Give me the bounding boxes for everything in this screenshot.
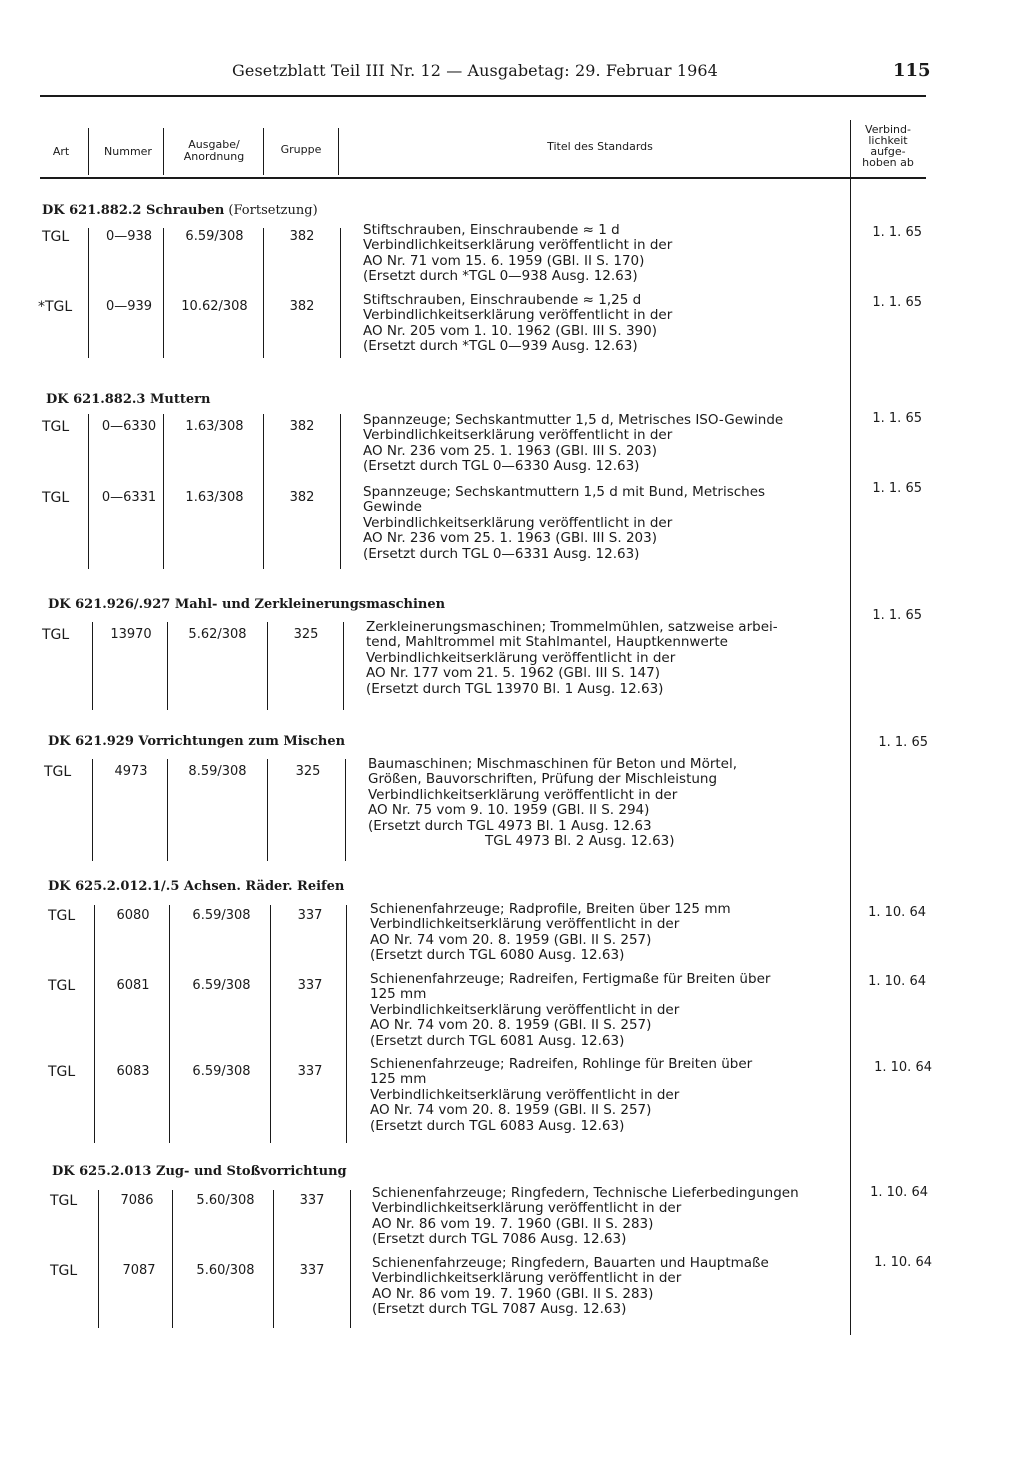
entry-title-line: (Ersetzt durch *TGL 0—939 Ausg. 12.63) xyxy=(363,338,638,355)
entry-date: 1. 10. 64 xyxy=(870,1185,928,1200)
entry-art: TGL xyxy=(42,627,70,643)
entry-title-line: (Ersetzt durch TGL 7087 Ausg. 12.63) xyxy=(372,1301,627,1318)
row-divider xyxy=(88,228,89,358)
entry-title-line: AO Nr. 74 vom 20. 8. 1959 (GBl. II S. 257) xyxy=(370,1102,652,1119)
row-divider xyxy=(88,414,89,569)
entry-date: 1. 10. 64 xyxy=(874,1060,932,1075)
entry-title xyxy=(363,485,765,562)
entry-art: TGL xyxy=(42,229,70,245)
entry-nummer: 0—6330 xyxy=(101,419,157,434)
column-header-ausgabe-line2: Anordnung xyxy=(183,150,245,163)
entry-title-line: AO Nr. 74 vom 20. 8. 1959 (GBl. II S. 257) xyxy=(370,1017,652,1034)
entry-title-line: Schienenfahrzeuge; Radreifen, Fertigmaße für Breiten über xyxy=(370,971,771,987)
column-header-ausgabe-line1: Ausgabe/ xyxy=(188,138,240,151)
row-divider xyxy=(340,414,341,569)
entry-title-line: Verbindlichkeitserklärung veröffentlicht in der xyxy=(370,1086,680,1103)
entry-title-line: (Ersetzt durch TGL 0—6331 Ausg. 12.63) xyxy=(363,545,640,562)
column-header-verb-line3: aufge- xyxy=(870,145,906,158)
entry-title-line: Verbindlichkeitserklärung veröffentlicht in der xyxy=(363,237,673,254)
entry-title-line: Stiftschrauben, Einschraubende ≈ 1,25 d xyxy=(363,292,642,308)
entry-title-line: AO Nr. 74 vom 20. 8. 1959 (GBl. II S. 257) xyxy=(370,931,652,948)
section-title xyxy=(48,734,345,749)
column-header-titel: Titel des Standards xyxy=(547,140,653,153)
entry-gruppe: 325 xyxy=(295,764,321,779)
row-divider xyxy=(273,1190,274,1328)
column-header-art: Art xyxy=(52,145,70,158)
entry-ausgabe: 6.59/308 xyxy=(192,908,251,923)
section-title-main: DK 625.2.013 Zug- und Stoßvorrichtung xyxy=(52,1164,347,1179)
entry-title xyxy=(366,620,778,697)
entry-ausgabe: 10.62/308 xyxy=(181,299,248,314)
entry-date: 1. 10. 64 xyxy=(874,1255,932,1270)
entry-title-line: Schienenfahrzeuge; Radprofile, Breiten über 125 mm xyxy=(370,901,731,917)
entry-title xyxy=(370,972,770,1049)
entry-ausgabe: 1.63/308 xyxy=(185,490,244,505)
row-divider xyxy=(263,414,264,569)
entry-title-line: AO Nr. 86 vom 19. 7. 1960 (GBl. II S. 283) xyxy=(372,1215,654,1232)
entry-title-line: AO Nr. 236 vom 25. 1. 1963 (GBl. III S. 203) xyxy=(363,442,657,459)
row-divider xyxy=(343,622,344,710)
entry-title-line: (Ersetzt durch TGL 0—6330 Ausg. 12.63) xyxy=(363,458,640,475)
entry-title-line: Größen, Bauvorschriften, Prüfung der Mischleistung xyxy=(368,771,718,788)
entry-gruppe: 382 xyxy=(289,419,315,434)
entry-date: 1. 1. 65 xyxy=(872,295,922,310)
entry-title-line: Schienenfahrzeuge; Ringfedern, Technische Lieferbedingungen xyxy=(372,1185,799,1201)
column-header-verb-line1: Verbind- xyxy=(865,123,911,136)
row-divider xyxy=(267,622,268,710)
row-divider xyxy=(92,622,93,710)
entry-art: *TGL xyxy=(38,299,73,315)
entry-title xyxy=(372,1256,769,1318)
entry-nummer: 4973 xyxy=(114,764,148,779)
section-title xyxy=(42,203,318,218)
entry-art: TGL xyxy=(42,490,70,506)
section-title-main: DK 621.882.3 Muttern xyxy=(46,392,211,407)
entry-title-line: TGL 4973 Bl. 2 Ausg. 12.63) xyxy=(485,833,675,850)
section-title xyxy=(52,1164,347,1179)
entry-title-line: Spannzeuge; Sechskantmutter 1,5 d, Metrisches ISO-Gewinde xyxy=(363,412,784,428)
row-divider xyxy=(263,228,264,358)
entry-title xyxy=(363,413,783,475)
entry-title-line: Verbindlichkeitserklärung veröffentlicht in der xyxy=(363,427,673,444)
entry-gruppe: 382 xyxy=(289,299,315,314)
entry-art: TGL xyxy=(50,1263,78,1279)
section-title-main: DK 621.882.2 Schrauben xyxy=(42,203,225,218)
entry-title xyxy=(363,293,672,355)
entry-title xyxy=(363,223,672,285)
entry-title-line: Stiftschrauben, Einschraubende ≈ 1 d xyxy=(363,222,620,238)
entry-art: TGL xyxy=(48,1064,76,1080)
entry-gruppe: 382 xyxy=(289,490,315,505)
row-divider xyxy=(98,1190,99,1328)
page-header-title: Gesetzblatt Teil III Nr. 12 — Ausgabetag: 29. Februar 1964 xyxy=(232,61,718,80)
entry-nummer: 7087 xyxy=(122,1263,156,1278)
entry-nummer: 0—939 xyxy=(105,299,153,314)
entry-title-line: (Ersetzt durch TGL 13970 Bl. 1 Ausg. 12.63) xyxy=(366,680,664,697)
entry-nummer: 6083 xyxy=(116,1064,150,1079)
entry-date: 1. 1. 65 xyxy=(872,481,922,496)
column-header-verb-line4: hoben ab xyxy=(862,156,914,169)
column-header-gruppe: Gruppe xyxy=(280,143,322,156)
header-divider xyxy=(338,128,339,175)
page-number: 115 xyxy=(893,60,931,81)
entry-ausgabe: 5.60/308 xyxy=(196,1263,255,1278)
entry-title-line: Spannzeuge; Sechskantmuttern 1,5 d mit Bund, Metrisches xyxy=(363,484,766,500)
entry-art: TGL xyxy=(48,908,76,924)
header-divider xyxy=(163,128,164,175)
entry-nummer: 7086 xyxy=(120,1193,154,1208)
entry-title-line: Schienenfahrzeuge; Ringfedern, Bauarten und Hauptmaße xyxy=(372,1255,769,1271)
entry-title-line: Verbindlichkeitserklärung veröffentlicht in der xyxy=(368,786,678,803)
entry-gruppe: 337 xyxy=(297,1064,323,1079)
column-header-verbindlichkeit xyxy=(850,124,926,168)
entry-gruppe: 337 xyxy=(297,908,323,923)
entry-ausgabe: 5.62/308 xyxy=(188,627,247,642)
entry-art: TGL xyxy=(48,978,76,994)
entry-nummer: 0—6331 xyxy=(101,490,157,505)
row-divider xyxy=(172,1190,173,1328)
entry-nummer: 13970 xyxy=(110,627,152,642)
row-divider xyxy=(340,228,341,358)
entry-title-line: 125 mm xyxy=(370,1071,427,1088)
entry-title-line: Verbindlichkeitserklärung veröffentlicht in der xyxy=(372,1200,682,1217)
row-divider xyxy=(92,759,93,861)
entry-title-line: (Ersetzt durch TGL 7086 Ausg. 12.63) xyxy=(372,1231,627,1248)
entry-ausgabe: 1.63/308 xyxy=(185,419,244,434)
entry-title-line: Verbindlichkeitserklärung veröffentlicht in der xyxy=(366,649,676,666)
entry-title-line: (Ersetzt durch TGL 6081 Ausg. 12.63) xyxy=(370,1032,625,1049)
entry-title-line: AO Nr. 86 vom 19. 7. 1960 (GBl. II S. 283) xyxy=(372,1285,654,1302)
row-divider xyxy=(270,905,271,1143)
entry-title xyxy=(370,902,731,964)
row-divider xyxy=(167,622,168,710)
row-divider xyxy=(345,759,346,861)
entry-date: 1. 10. 64 xyxy=(868,905,926,920)
entry-date: 1. 1. 65 xyxy=(872,608,922,623)
entry-art: TGL xyxy=(42,419,70,435)
entry-title-line: AO Nr. 177 vom 21. 5. 1962 (GBl. III S. 147) xyxy=(366,665,660,682)
header-divider xyxy=(263,128,264,175)
section-title xyxy=(46,392,210,407)
section-title-main: DK 625.2.012.1/.5 Achsen. Räder. Reifen xyxy=(48,879,345,894)
entry-ausgabe: 5.60/308 xyxy=(196,1193,255,1208)
entry-ausgabe: 6.59/308 xyxy=(192,978,251,993)
entry-title-line: Verbindlichkeitserklärung veröffentlicht in der xyxy=(370,916,680,933)
entry-nummer: 6080 xyxy=(116,908,150,923)
entry-date: 1. 1. 65 xyxy=(872,225,922,240)
entry-title-line: AO Nr. 205 vom 1. 10. 1962 (GBl. III S. 390) xyxy=(363,322,657,339)
entry-title-line: tend, Mahltrommel mit Stahlmantel, Hauptkennwerte xyxy=(366,634,728,651)
entry-title-line: Verbindlichkeitserklärung veröffentlicht in der xyxy=(363,514,673,531)
entry-art: TGL xyxy=(44,764,72,780)
entry-title-line: Verbindlichkeitserklärung veröffentlicht in der xyxy=(363,307,673,324)
column-header-verb-line2: lichkeit xyxy=(868,134,908,147)
entry-gruppe: 382 xyxy=(289,229,315,244)
header-rule xyxy=(40,95,926,97)
entry-title xyxy=(370,1057,752,1134)
entry-title-line: AO Nr. 71 vom 15. 6. 1959 (GBl. II S. 170) xyxy=(363,252,645,269)
row-divider xyxy=(346,905,347,1143)
entry-gruppe: 325 xyxy=(293,627,319,642)
row-divider xyxy=(163,228,164,358)
section-title xyxy=(48,597,445,612)
section-title-main: DK 621.926/.927 Mahl- und Zerkleinerungsmaschinen xyxy=(48,597,446,612)
entry-art: TGL xyxy=(50,1193,78,1209)
entry-title-line: Verbindlichkeitserklärung veröffentlicht in der xyxy=(372,1270,682,1287)
entry-ausgabe: 6.59/308 xyxy=(185,229,244,244)
entry-date: 1. 1. 65 xyxy=(878,735,928,750)
row-divider xyxy=(94,905,95,1143)
entry-title xyxy=(368,757,737,849)
entry-title-line: Zerkleinerungsmaschinen; Trommelmühlen, satzweise arbei- xyxy=(366,619,778,635)
entry-title-line: 125 mm xyxy=(370,986,427,1003)
row-divider xyxy=(169,905,170,1143)
entry-gruppe: 337 xyxy=(299,1263,325,1278)
section-title-note: (Fortsetzung) xyxy=(224,203,318,218)
section-title xyxy=(48,879,344,894)
entry-ausgabe: 8.59/308 xyxy=(188,764,247,779)
entry-title-line: Verbindlichkeitserklärung veröffentlicht in der xyxy=(370,1001,680,1018)
column-header-rule xyxy=(40,177,926,179)
entry-nummer: 0—938 xyxy=(105,229,153,244)
column-divider-verbindlichkeit xyxy=(850,120,851,1335)
entry-title-line: (Ersetzt durch TGL 4973 Bl. 1 Ausg. 12.63 xyxy=(368,817,652,834)
entry-date: 1. 1. 65 xyxy=(872,411,922,426)
entry-nummer: 6081 xyxy=(116,978,150,993)
section-title-main: DK 621.929 Vorrichtungen zum Mischen xyxy=(48,734,346,749)
entry-gruppe: 337 xyxy=(297,978,323,993)
entry-ausgabe: 6.59/308 xyxy=(192,1064,251,1079)
header-divider xyxy=(88,128,89,175)
row-divider xyxy=(350,1190,351,1328)
column-header-ausgabe xyxy=(168,139,260,163)
entry-title xyxy=(372,1186,799,1248)
entry-title-line: (Ersetzt durch *TGL 0—938 Ausg. 12.63) xyxy=(363,268,638,285)
entry-title-line: Schienenfahrzeuge; Radreifen, Rohlinge für Breiten über xyxy=(370,1056,753,1072)
entry-title-line: (Ersetzt durch TGL 6083 Ausg. 12.63) xyxy=(370,1117,625,1134)
row-divider xyxy=(167,759,168,861)
entry-title-line: AO Nr. 236 vom 25. 1. 1963 (GBl. III S. 203) xyxy=(363,530,657,547)
column-header-nummer: Nummer xyxy=(104,145,152,158)
entry-title-line: AO Nr. 75 vom 9. 10. 1959 (GBl. II S. 294) xyxy=(368,802,650,819)
entry-date: 1. 10. 64 xyxy=(868,974,926,989)
entry-title-line: Gewinde xyxy=(363,499,422,516)
row-divider xyxy=(267,759,268,861)
entry-title-line: (Ersetzt durch TGL 6080 Ausg. 12.63) xyxy=(370,947,625,964)
entry-gruppe: 337 xyxy=(299,1193,325,1208)
entry-title-line: Baumaschinen; Mischmaschinen für Beton und Mörtel, xyxy=(368,756,738,772)
